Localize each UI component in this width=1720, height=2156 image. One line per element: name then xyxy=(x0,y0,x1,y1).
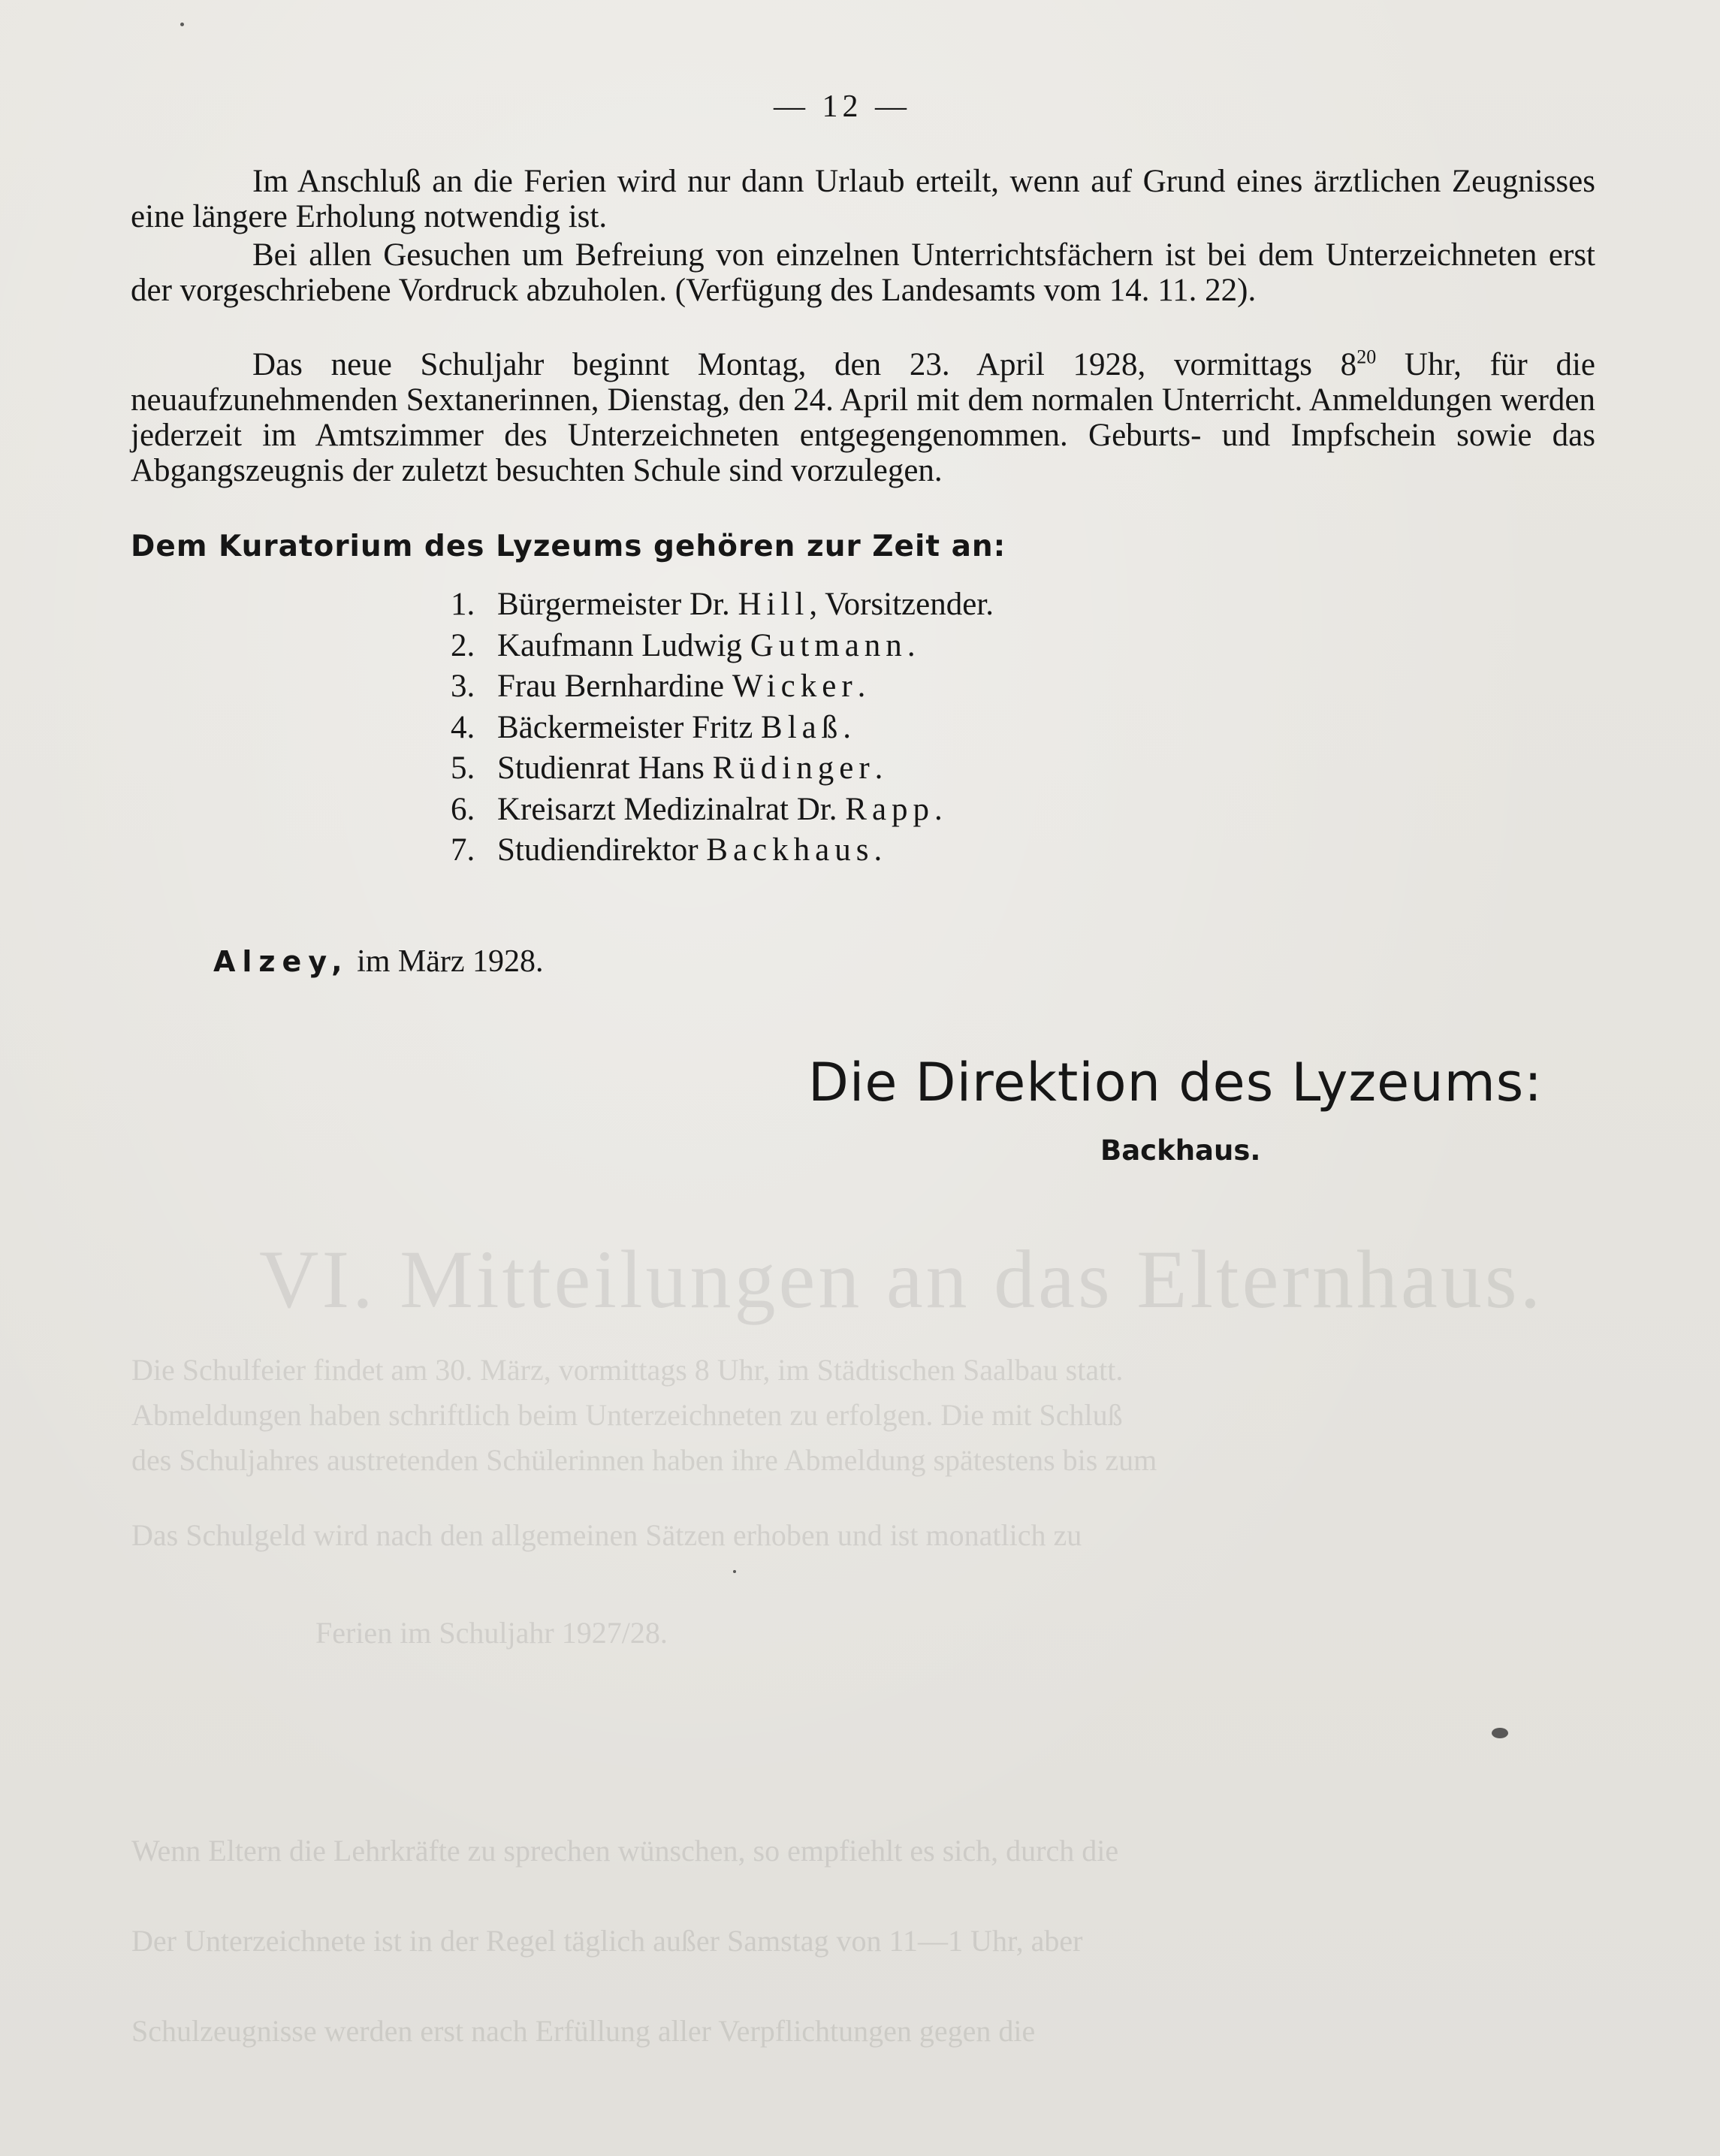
member-name: Gutmann xyxy=(750,627,907,663)
scan-speck xyxy=(180,23,184,26)
list-number: 2. xyxy=(451,627,475,663)
list-item xyxy=(451,790,994,831)
bleed-through-line: Der Unterzeichnete ist in der Regel täglich außer Samstag von 11—1 Uhr, aber xyxy=(131,1924,1083,1958)
member-name: Rapp xyxy=(845,791,935,827)
member-title: Bäckermeister Fritz xyxy=(497,709,753,745)
paragraph-exemption: Bei allen Gesuchen um Befreiung von einzelnen Unterrichtsfächern ist bei dem Unterzeichneten erst der vorgeschriebene Vordruck abzuholen. (Verfügung des Landesamts vom 14. 11. 22). xyxy=(131,237,1595,308)
bleed-through-heading: VI. Mitteilungen an das Elternhaus. xyxy=(259,1234,1544,1325)
board-member-list xyxy=(451,584,994,871)
board-heading: Dem Kuratorium des Lyzeums gehören zur Zeit an: xyxy=(131,530,1006,563)
place-and-date xyxy=(213,944,544,980)
member-name: Hill xyxy=(738,587,810,622)
scan-speck xyxy=(733,1570,736,1573)
list-item xyxy=(451,830,994,871)
member-note: . xyxy=(874,832,883,868)
list-number: 3. xyxy=(451,669,475,704)
list-item xyxy=(451,666,994,708)
bleed-through-line: Schulzeugnisse werden erst nach Erfüllung aller Verpflichtungen gegen die xyxy=(131,2014,1036,2048)
list-number: 6. xyxy=(451,791,475,827)
list-number: 7. xyxy=(451,832,475,868)
member-name: Backhaus xyxy=(706,832,874,868)
member-title: Frau Bernhardine xyxy=(497,669,725,704)
list-item xyxy=(451,584,994,626)
member-name: Rüdinger xyxy=(712,750,875,786)
member-title: Kreisarzt Medizinalrat Dr. xyxy=(497,791,837,827)
list-item xyxy=(451,626,994,667)
bleed-through-line: Abmeldungen haben schriftlich beim Unterzeichneten zu erfolgen. Die mit Schluß xyxy=(131,1398,1123,1432)
bleed-through-line: Das Schulgeld wird nach den allgemeinen Sätzen erhoben und ist monatlich zu xyxy=(131,1518,1082,1552)
member-note: . xyxy=(857,669,866,704)
member-title: Studienrat Hans xyxy=(497,750,705,786)
date-text: im März 1928. xyxy=(357,944,544,979)
member-title: Studiendirektor xyxy=(497,832,699,868)
place-name: Alzey, xyxy=(213,945,349,978)
list-item xyxy=(451,708,994,749)
bleed-through-line: Wenn Eltern die Lehrkräfte zu sprechen wünschen, so empfiehlt es sich, durch die xyxy=(131,1834,1119,1868)
list-item xyxy=(451,748,994,790)
signature-line: Die Direktion des Lyzeums: xyxy=(808,1052,1543,1113)
member-note: , Vorsitzender. xyxy=(809,587,994,622)
member-note: . xyxy=(843,709,852,745)
list-number: 1. xyxy=(451,587,475,622)
list-number: 4. xyxy=(451,709,475,745)
member-title: Bürgermeister Dr. xyxy=(497,587,730,622)
member-name: Blaß xyxy=(761,709,843,745)
school-year-text-end: Uhr, für die neuaufzunehmenden Sextanerinnen, Dienstag, den 24. April mit dem normalen Unterricht. Anmeldungen werden jederzeit im Amtszimmer des Unterzeichneten entgegengenommen. Geburts- und Impfschein sowie das Abgangszeugnis der zuletzt besuchten Schule sind vorzulegen. xyxy=(131,347,1595,488)
bleed-through-line: des Schuljahres austretenden Schülerinnen haben ihre Abmeldung spätestens bis zum xyxy=(131,1443,1157,1477)
member-name: Wicker xyxy=(732,669,858,704)
signature-name: Backhaus. xyxy=(1100,1134,1261,1167)
paragraph-leave: Im Anschluß an die Ferien wird nur dann Urlaub erteilt, wenn auf Grund eines ärztlichen Zeugnisses eine längere Erholung notwendig ist. xyxy=(131,164,1595,234)
bleed-through-line: Die Schulfeier findet am 30. März, vormittags 8 Uhr, im Städtischen Saalbau statt. xyxy=(131,1353,1124,1387)
scan-speck xyxy=(1492,1728,1508,1738)
member-note: . xyxy=(874,750,883,786)
list-number: 5. xyxy=(451,750,475,786)
member-title: Kaufmann Ludwig xyxy=(497,627,743,663)
bleed-through-line: Ferien im Schuljahr 1927/28. xyxy=(315,1616,668,1650)
time-superscript: 20 xyxy=(1356,346,1377,368)
school-year-text-start: Das neue Schuljahr beginnt Montag, den 23. April 1928, vormittags 8 xyxy=(252,347,1357,382)
page-number: — 12 — xyxy=(774,89,911,124)
paragraph-school-year xyxy=(131,347,1595,488)
member-note: . xyxy=(934,791,943,827)
member-note: . xyxy=(907,627,916,663)
